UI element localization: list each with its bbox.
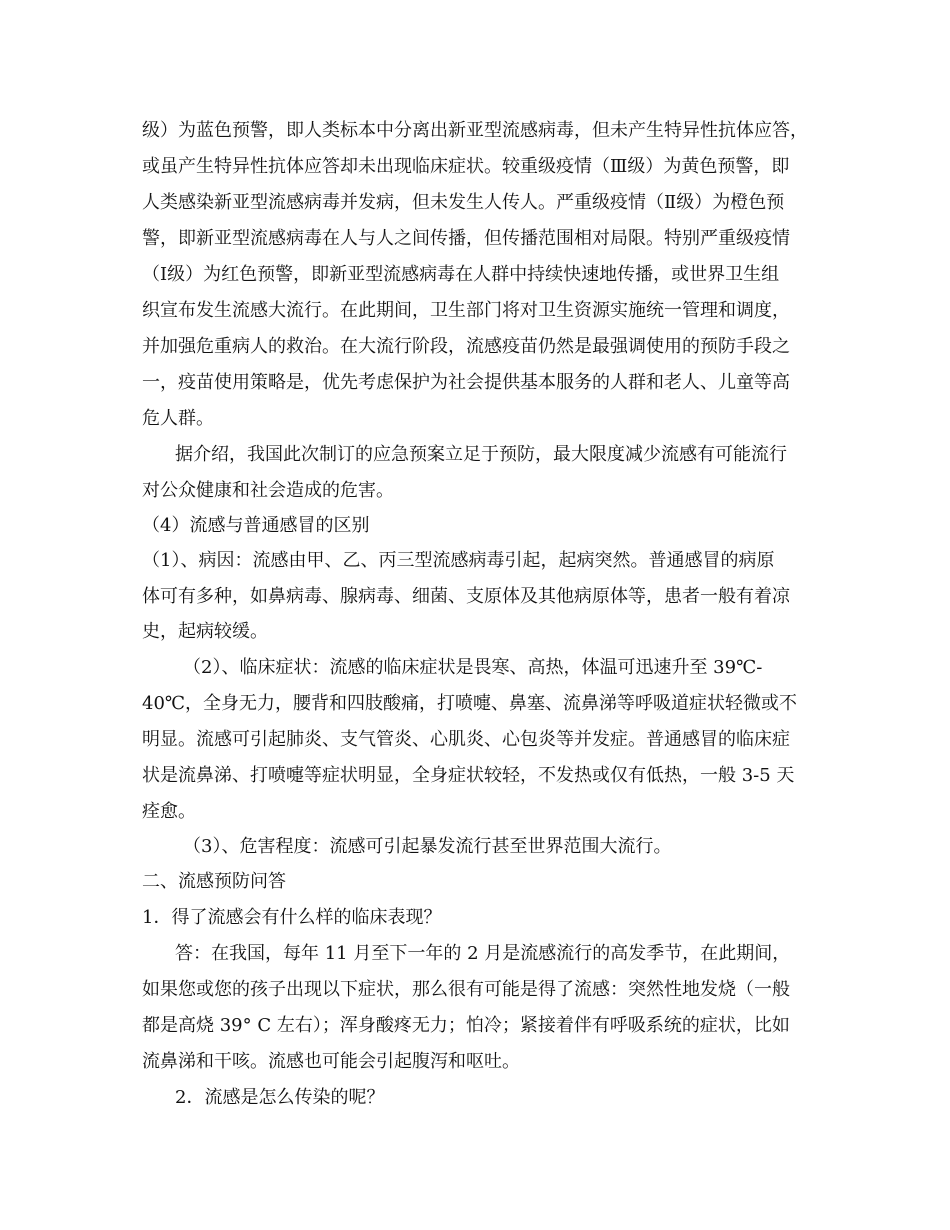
text-line: 据介绍，我国此次制订的应急预案立足于预防，最大限度减少流感有可能流行 xyxy=(175,444,787,465)
text-line: 答：在我国，每年 11 月至下一年的 2 月是流感流行的高发季节，在此期间， xyxy=(175,943,791,964)
text-line: 明显。流感可引起肺炎、支气管炎、心肌炎、心包炎等并发症。普通感冒的临床症 xyxy=(142,729,790,750)
text-line: 体可有多种，如鼻病毒、腺病毒、细菌、支原体及其他病原体等，患者一般有着凉 xyxy=(142,586,790,607)
text-line: 史，起病较缓。 xyxy=(142,621,268,642)
text-line: （3）、危害程度：流感可引起暴发流行甚至世界范围大流行。 xyxy=(183,836,672,857)
text-line: （2）、临床症状：流感的临床症状是畏寒、高热，体温可迅速升至 39℃- xyxy=(183,657,763,678)
text-line: （Ⅰ级）为红色预警，即新亚型流感病毒在人群中持续快速地传播，或世界卫生组 xyxy=(142,264,780,285)
section-heading: （4）流感与普通感冒的区别 xyxy=(142,515,370,536)
text-line: 都是高烧 39° C 左右）；浑身酸疼无力；怕冷；紧接着伴有呼吸系统的症状，比如 xyxy=(142,1015,790,1036)
text-line: 危人群。 xyxy=(142,408,214,429)
text-line: （1）、病因：流感由甲、乙、丙三型流感病毒引起，起病突然。普通感冒的病原 xyxy=(142,550,775,571)
text-line: 40℃，全身无力，腰背和四肢酸痛，打喷嚏、鼻塞、流鼻涕等呼吸道症状轻微或不 xyxy=(142,693,798,714)
text-line: 级）为蓝色预警，即人类标本中分离出新亚型流感病毒，但未产生特异性抗体应答， xyxy=(142,120,808,141)
text-line: 状是流鼻涕、打喷嚏等症状明显，全身症状较轻，不发热或仅有低热，一般 3-5 天 xyxy=(142,765,795,786)
question-heading: 2．流感是怎么传染的呢？ xyxy=(175,1087,385,1108)
text-line: 警，即新亚型流感病毒在人与人之间传播，但传播范围相对局限。特别严重级疫情 xyxy=(142,228,790,249)
text-line: 并加强危重病人的救治。在大流行阶段，流感疫苗仍然是最强调使用的预防手段之 xyxy=(142,336,790,357)
question-heading: 1．得了流感会有什么样的临床表现？ xyxy=(142,907,442,928)
text-line: 如果您或您的孩子出现以下症状，那么很有可能是得了流感：突然性地发烧（一般 xyxy=(142,979,790,1000)
text-line: 织宣布发生流感大流行。在此期间，卫生部门将对卫生资源实施统一管理和调度， xyxy=(142,300,790,321)
text-line: 对公众健康和社会造成的危害。 xyxy=(142,480,394,501)
text-line: 或虽产生特异性抗体应答却未出现临床症状。较重级疫情（Ⅲ级）为黄色预警，即 xyxy=(142,156,790,177)
text-line: 痊愈。 xyxy=(142,801,196,822)
text-line: 流鼻涕和干咳。流感也可能会引起腹泻和呕吐。 xyxy=(142,1051,520,1072)
text-line: 一，疫苗使用策略是，优先考虑保护为社会提供基本服务的人群和老人、儿童等高 xyxy=(142,372,790,393)
text-line: 人类感染新亚型流感病毒并发病，但未发生人传人。严重级疫情（Ⅱ级）为橙色预 xyxy=(142,192,785,213)
section-heading: 二、流感预防问答 xyxy=(142,871,286,892)
